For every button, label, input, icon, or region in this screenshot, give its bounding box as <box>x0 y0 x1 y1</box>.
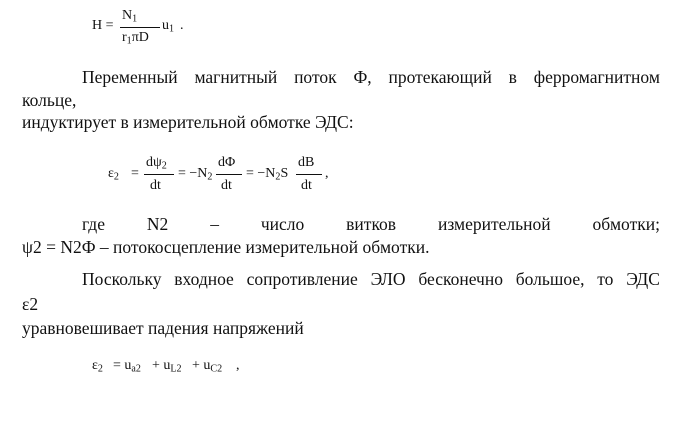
word: поток <box>294 67 337 87</box>
word: – <box>210 214 219 234</box>
eq1-numerator: $N_1$ <box>122 8 138 25</box>
eq2-eq2: = $-N_2$ <box>178 166 213 183</box>
word: Поскольку <box>82 269 162 289</box>
word: ЭДС <box>626 269 660 289</box>
eq3-end: , <box>236 358 240 373</box>
word: измерительной <box>437 214 551 234</box>
eq1-denominator: $r_1\pi D$ <box>122 30 149 47</box>
word: в <box>508 67 517 87</box>
eq2-end: , <box>325 166 329 181</box>
word: число <box>260 214 305 234</box>
eq2-eq1: = <box>131 166 139 181</box>
para1-line3: индуктирует в измерительной обмотке ЭДС: <box>22 112 354 132</box>
eq3-term3: + $u_{C2}$ <box>192 358 223 375</box>
para3-line2: ε2 <box>22 294 39 314</box>
eq3-lhs: $\varepsilon_2$ <box>92 358 103 375</box>
para3-line1 <box>82 269 660 290</box>
eq2-f1-den: dt <box>150 178 161 193</box>
word: магнитный <box>194 67 278 87</box>
eq2-f3-den: dt <box>301 178 312 193</box>
eq1-end: . <box>180 18 184 33</box>
eq1-rhs: $u_1$ <box>162 18 175 35</box>
eq2-f1-num: $d\psi_2$ <box>146 155 167 172</box>
word: ферромагнитном <box>533 67 660 87</box>
eq2-eq3: = $-N_2S$ <box>246 166 289 183</box>
word: бесконечно <box>418 269 503 289</box>
word: Ф, <box>353 67 372 87</box>
word: где <box>82 214 105 234</box>
eq3-term1: = $u_{a2}$ <box>113 358 141 375</box>
eq2-f3-bar <box>296 174 322 175</box>
eq1-lhs: H = <box>92 18 114 33</box>
eq2-f2-num: dΦ <box>218 155 236 170</box>
word: витков <box>346 214 397 234</box>
word: входное <box>174 269 234 289</box>
eq3-term2: + $u_{L2}$ <box>152 358 182 375</box>
eq2-f2-den: dt <box>221 178 232 193</box>
word: то <box>597 269 614 289</box>
word: ЭЛО <box>370 269 406 289</box>
word: протекающий <box>388 67 492 87</box>
para2-line2: ψ2 = N2Ф – потокосцепление измерительной обмотки. <box>22 237 430 257</box>
word: N2 <box>146 214 169 234</box>
word: большое, <box>515 269 585 289</box>
eq2-f3-num: dB <box>298 155 315 170</box>
para2-line1 <box>82 214 660 235</box>
word: обмотки; <box>592 214 660 234</box>
para1-line2: кольце, <box>22 90 77 110</box>
para3-line3: уравновешивает падения напряжений <box>22 318 304 338</box>
eq2-lhs: $\varepsilon_2$ <box>108 166 119 183</box>
eq2-f2-bar <box>216 174 242 175</box>
word: сопротивление <box>246 269 358 289</box>
eq1-fraction-bar <box>120 27 160 28</box>
word: Переменный <box>82 67 178 87</box>
para1-line1 <box>82 67 660 88</box>
eq2-f1-bar <box>144 174 174 175</box>
